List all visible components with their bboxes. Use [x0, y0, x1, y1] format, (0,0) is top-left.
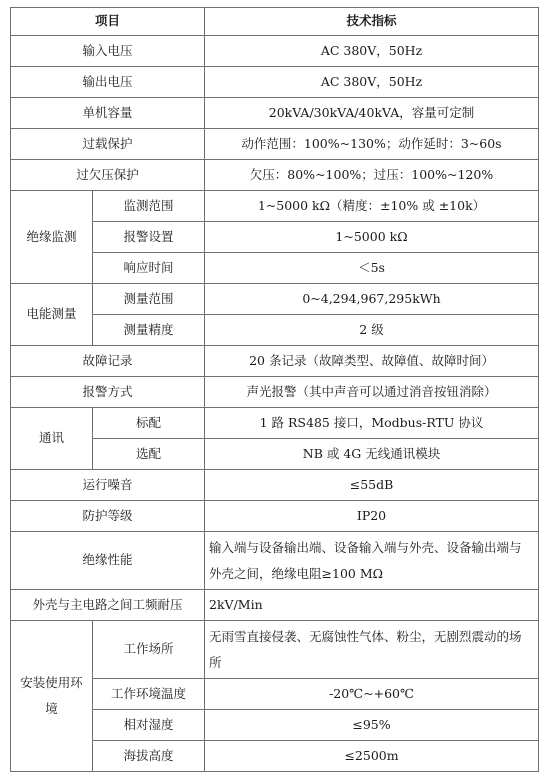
table-row [11, 346, 539, 377]
row-value: NB 或 4G 无线通讯模块 [205, 439, 539, 470]
table-row [11, 532, 539, 590]
sub-label: 标配 [93, 408, 205, 439]
row-value: 0~4,294,967,295kWh [205, 284, 539, 315]
group-label: 通讯 [11, 408, 93, 470]
row-value: ≤55dB [205, 470, 539, 501]
row-label: 绝缘性能 [11, 532, 205, 590]
table-row [11, 160, 539, 191]
row-label: 输入电压 [11, 36, 205, 67]
row-value: AC 380V，50Hz [205, 67, 539, 98]
sub-label: 工作场所 [93, 621, 205, 679]
header-item: 项目 [11, 8, 205, 36]
sub-label: 监测范围 [93, 191, 205, 222]
table-row [11, 284, 539, 315]
row-value: 动作范围：100%~130%；动作延时：3~60s [205, 129, 539, 160]
sub-label: 报警设置 [93, 222, 205, 253]
row-label: 运行噪音 [11, 470, 205, 501]
sub-label: 相对湿度 [93, 710, 205, 741]
row-value: ≤95% [205, 710, 539, 741]
row-value: ＜5s [205, 253, 539, 284]
row-value: 2kV/Min [205, 590, 539, 621]
row-label: 外壳与主电路之间工频耐压 [11, 590, 205, 621]
row-value: AC 380V，50Hz [205, 36, 539, 67]
row-value: IP20 [205, 501, 539, 532]
row-value: 欠压：80%~100%；过压：100%~120% [205, 160, 539, 191]
row-value: 20 条记录（故障类型、故障值、故障时间） [205, 346, 539, 377]
row-value: 输入端与设备输出端、设备输入端与外壳、设备输出端与外壳之间，绝缘电阻≥100 MΩ [205, 532, 539, 590]
row-label: 报警方式 [11, 377, 205, 408]
sub-label: 工作环境温度 [93, 679, 205, 710]
header-spec: 技术指标 [205, 8, 539, 36]
table-row [11, 408, 539, 439]
table-row [11, 621, 539, 679]
row-label: 单机容量 [11, 98, 205, 129]
table-row [11, 470, 539, 501]
sub-label: 海拔高度 [93, 741, 205, 772]
row-label: 过欠压保护 [11, 160, 205, 191]
table-row [11, 36, 539, 67]
sub-label: 测量精度 [93, 315, 205, 346]
row-value: 2 级 [205, 315, 539, 346]
table-header-row [11, 8, 539, 36]
group-label: 电能测量 [11, 284, 93, 346]
row-value: 20kVA/30kVA/40kVA，容量可定制 [205, 98, 539, 129]
table-row [11, 377, 539, 408]
row-value: 1~5000 kΩ（精度：±10% 或 ±10k） [205, 191, 539, 222]
group-label: 安装使用环境 [11, 621, 93, 772]
sub-label: 选配 [93, 439, 205, 470]
row-label: 过载保护 [11, 129, 205, 160]
group-label: 绝缘监测 [11, 191, 93, 284]
table-row [11, 191, 539, 222]
table-row [11, 501, 539, 532]
row-value: ≤2500m [205, 741, 539, 772]
row-value: 无雨雪直接侵袭、无腐蚀性气体、粉尘，无剧烈震动的场所 [205, 621, 539, 679]
row-value: -20℃~+60℃ [205, 679, 539, 710]
table-row [11, 67, 539, 98]
row-value: 1~5000 kΩ [205, 222, 539, 253]
table-row [11, 129, 539, 160]
spec-table [10, 7, 539, 772]
row-value: 1 路 RS485 接口，Modbus-RTU 协议 [205, 408, 539, 439]
table-row [11, 590, 539, 621]
row-label: 输出电压 [11, 67, 205, 98]
row-value: 声光报警（其中声音可以通过消音按钮消除） [205, 377, 539, 408]
row-label: 防护等级 [11, 501, 205, 532]
table-row [11, 98, 539, 129]
sub-label: 响应时间 [93, 253, 205, 284]
row-label: 故障记录 [11, 346, 205, 377]
sub-label: 测量范围 [93, 284, 205, 315]
